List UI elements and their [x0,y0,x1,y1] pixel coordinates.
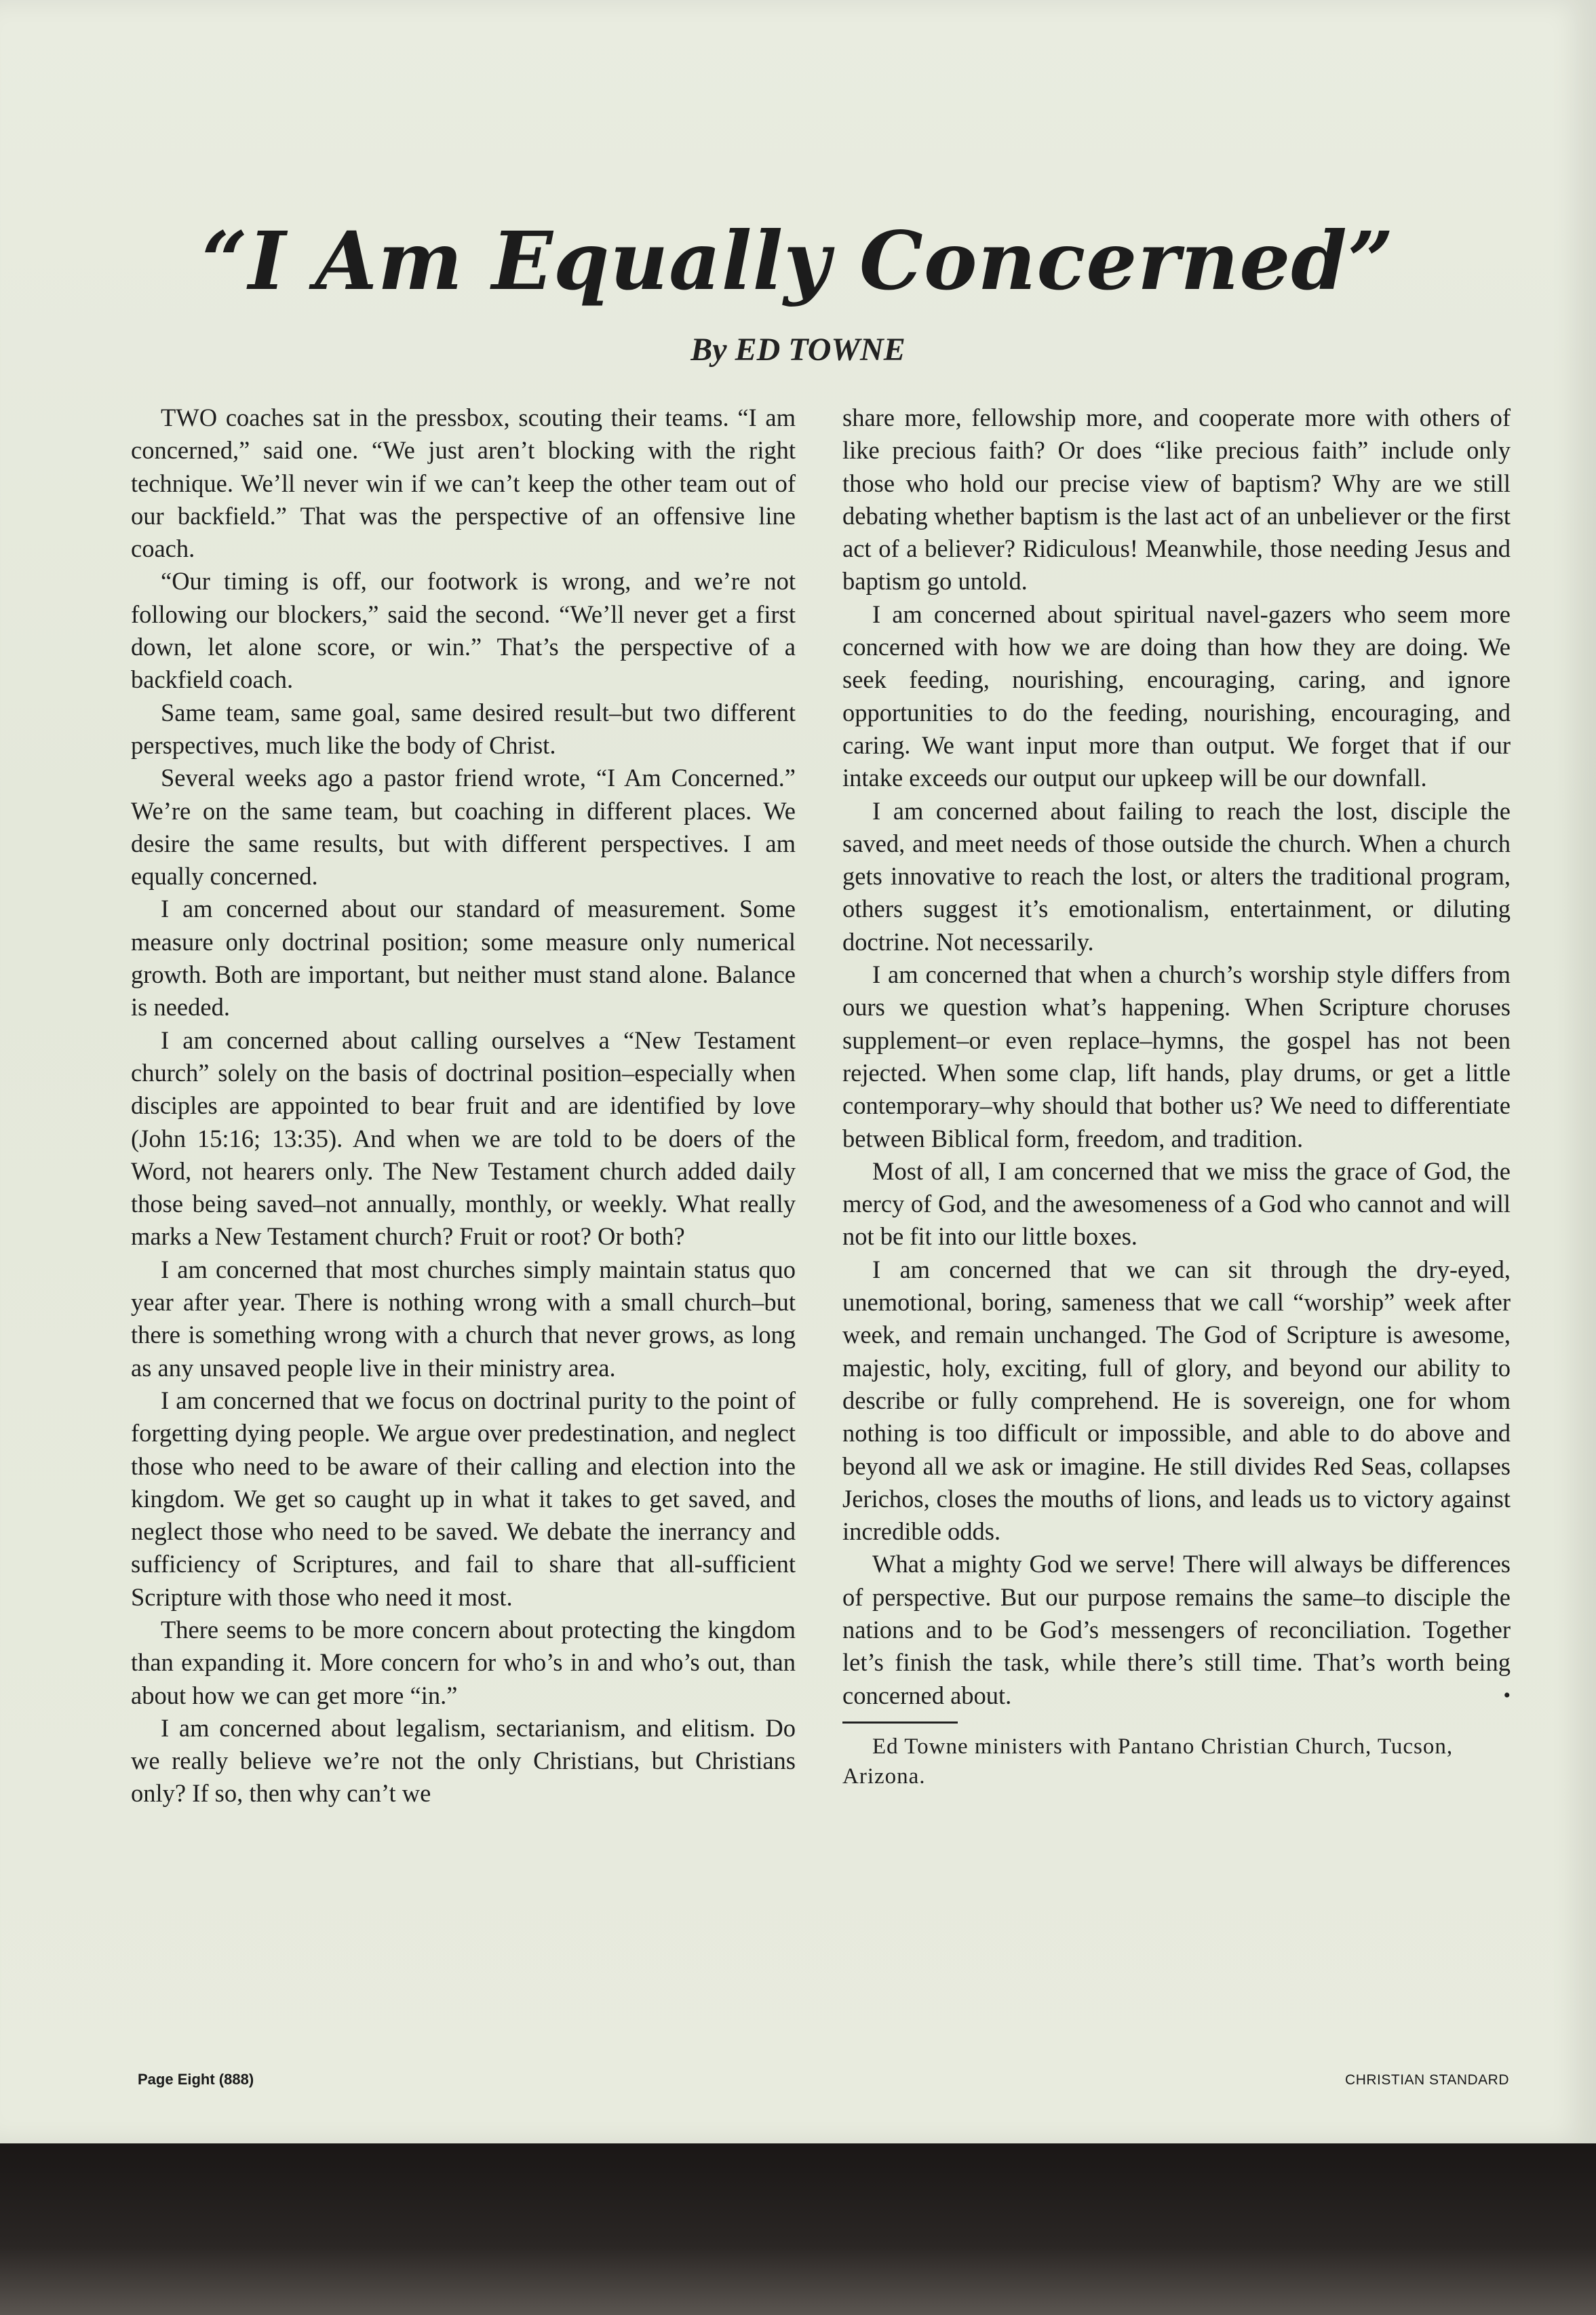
paragraph: I am concerned that we can sit through the dry-eyed, unemotional, boring, sameness that we call “worship” week after week, and remain unchanged. The God of Scripture is awesome, majestic, holy, exciting, full of glory, and beyond our ability to describe or fully comprehend. He is sovereign, one for whom nothing is too difficult or impossible, and able to do above and beyond all we ask or imagine. He still divides Red Seas, collapses Jerichos, closes the mouths of lions, and leads us to victory against incredible odds. [842,1255,1511,1546]
right-column [842,402,1511,1791]
paragraph: share more, fellowship more, and cooperate more with others of like precious faith? Or does “like precious faith” include only those who hold our precise view of baptism? Why are we still debating whether baptism is the last act of an unbeliever or the first act of a believer? Ridiculous! Meanwhile, those needing Jesus and baptism go untold. [842,404,1511,596]
author-bio: Ed Towne ministers with Pantano Christian Church, Tucson, Arizona. [842,1734,1454,1789]
background-surface [0,2143,1596,2315]
article-byline: By ED TOWNE [690,332,906,368]
publication-name: CHRISTIAN STANDARD [1345,2072,1509,2088]
paragraph: TWO coaches sat in the pressbox, scouting their teams. “I am concerned,” said one. “We just aren’t blocking with the right technique. We’ll never win if we can’t keep the other team out of our backfield.” That was the perspective of an offensive line coach. [131,404,796,563]
left-column [131,402,796,1810]
bio-divider [842,1721,958,1724]
paragraph: There seems to be more concern about protecting the kingdom than expanding it. More concern for who’s in and who’s out, than about how we can get more “in.” [131,1615,796,1709]
paragraph: I am concerned about our standard of measurement. Some measure only doctrinal position; some measure only numerical growth. Both are important, but neither must stand alone. Balance is needed. [131,895,796,1022]
paragraph: “Our timing is off, our footwork is wrong, and we’re not following our blockers,” said the second. “We’ll never get a first down, let alone score, or win.” That’s the perspective of a backfield coach. [131,567,796,694]
paragraph: I am concerned that we focus on doctrinal purity to the point of forgetting dying people. We argue over predestination, and neglect those who need to be aware of their calling and election into the kingdom. We get so caught up in what it takes to get saved, and neglect those who need to be saved. We debate the inerrancy and sufficiency of Scriptures, and fail to share that all-sufficient Scripture with those who need it most. [131,1386,796,1611]
paragraph: Several weeks ago a pastor friend wrote, “I Am Concerned.” We’re on the same team, but coaching in different places. We desire the same results, but with different perspectives. I am equally concerned. [131,764,796,891]
end-mark: • [1503,1684,1511,1707]
page-number: Page Eight (888) [138,2071,254,2088]
paragraph: Same team, same goal, same desired result–but two different perspectives, much like the body of Christ. [131,698,796,759]
paragraph: I am concerned about failing to reach the lost, disciple the saved, and meet needs of those outside the church. When a church gets innovative to reach the lost, or alters the traditional program, others suggest it’s emotionalism, entertainment, or diluting doctrine. Not necessarily. [842,796,1511,956]
final-paragraph-text: What a mighty God we serve! There will always be differences of perspective. But our purpose remains the same–to disciple the nations and to be God’s messengers of reconciliation. Together let’s finish the task, while there’s still time. That’s worth being concerned about. [842,1550,1511,1709]
paragraph: I am concerned that most churches simply maintain status quo year after year. There is nothing wrong with a small church–but there is something wrong with a church that never grows, as long as any unsaved people live in their ministry area. [131,1255,796,1382]
paragraph: I am concerned about legalism, sectarianism, and elitism. Do we really believe we’re not the only Christians, but Christians only? If so, then why can’t we [131,1713,796,1808]
paragraph: Most of all, I am concerned that we miss the grace of God, the mercy of God, and the awesomeness of a God who cannot and will not be fit into our little boxes. [842,1156,1511,1251]
article-title: “I Am Equally Concerned” [201,214,1395,308]
paragraph: I am concerned that when a church’s worship style differs from ours we question what’s happening. When Scripture choruses supplement–or even replace–hymns, the gospel has not been rejected. When some clap, lift hands, play drums, or get a little contemporary–why should that bother us? We need to differentiate between Biblical form, freedom, and tradition. [842,960,1511,1152]
paragraph: I am concerned about calling ourselves a “New Testament church” solely on the basis of doctrinal position–especially when disciples are appointed to bear fruit and are identified by love (John 15:16; 13:35). And when we are told to be doers of the Word, not hearers only. The New Testament church added daily those being saved–not annually, monthly, or weekly. What really marks a New Testament church? Fruit or root? Or both? [131,1026,796,1251]
paragraph: I am concerned about spiritual navel-gazers who seem more concerned with how we are doing than how they are doing. We seek feeding, nourishing, encouraging, caring, and ignore opportunities to do the feeding, nourishing, encouraging, and caring. We want input more than output. We forget that if our intake exceeds our output our upkeep will be our downfall. [842,600,1511,792]
paragraph [842,1548,1511,1711]
